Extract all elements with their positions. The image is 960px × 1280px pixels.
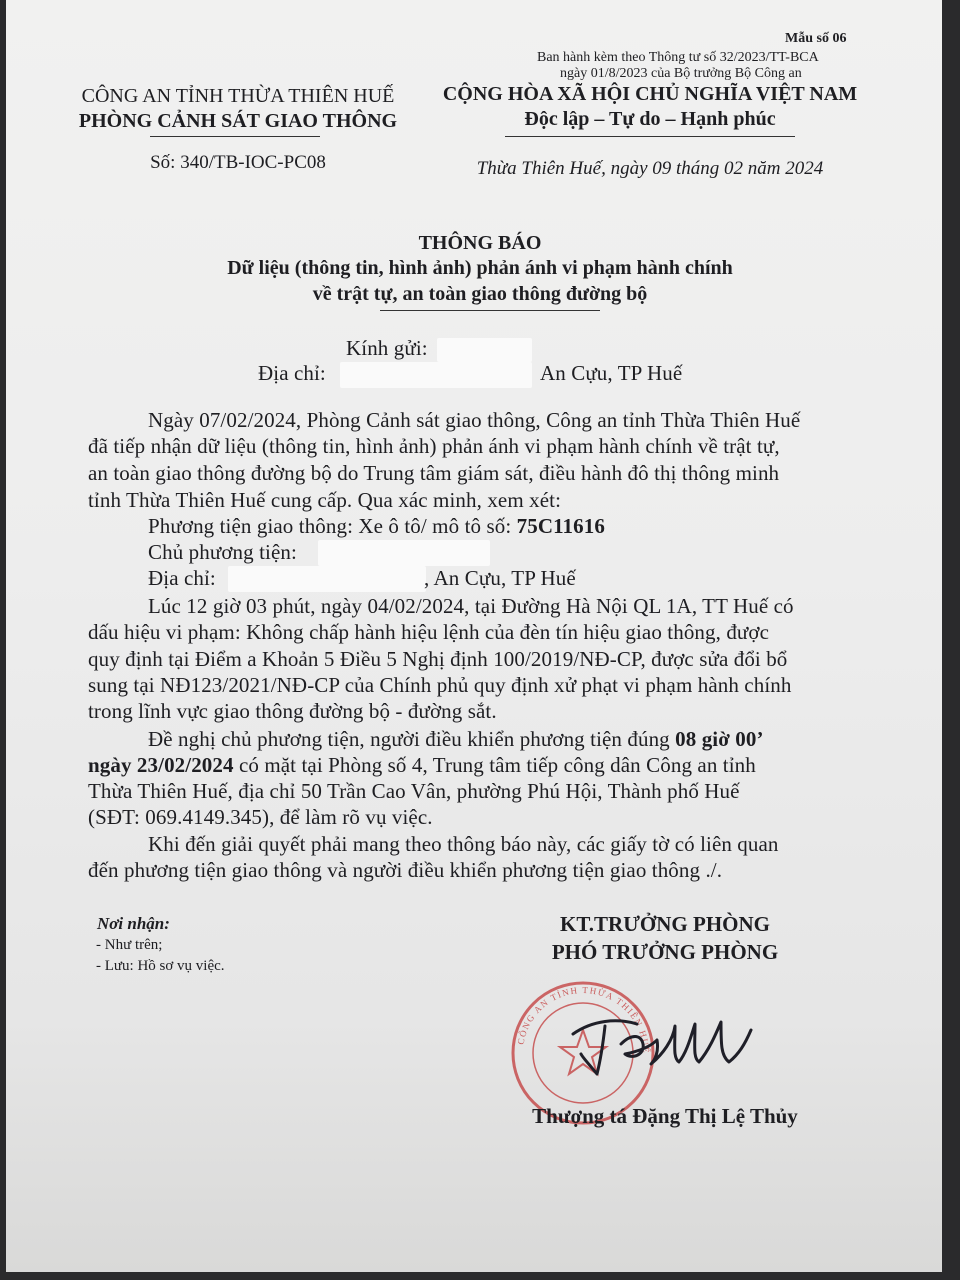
paragraph-1-line-1: Ngày 07/02/2024, Phòng Cảnh sát giao thông, Công an tỉnh Thừa Thiên Huế — [148, 408, 801, 432]
sign-title-1: KT.TRƯỞNG PHÒNG — [560, 912, 770, 936]
department-underline — [150, 136, 320, 137]
form-issued-line1: Ban hành kèm theo Thông tư số 32/2023/TT-BCA — [537, 50, 819, 65]
receiver-item-2: - Lưu: Hồ sơ vụ việc. — [96, 958, 225, 974]
paragraph-2-line-5: trong lĩnh vực giao thông đường bộ - đường sắt. — [88, 699, 497, 723]
paragraph-3-line-2 — [88, 753, 756, 778]
title-underline — [380, 310, 600, 311]
receiver-item-1: - Như trên; — [96, 937, 163, 953]
place-and-date: Thừa Thiên Huế, ngày 09 tháng 02 năm 2024 — [476, 158, 824, 179]
form-issued-line2: ngày 01/8/2023 của Bộ trưởng Bộ Công an — [560, 66, 802, 81]
redacted-recipient-address — [340, 362, 532, 388]
sign-title-2: PHÓ TRƯỞNG PHÒNG — [551, 940, 779, 964]
vehicle-line — [148, 514, 605, 539]
svg-text:CÔNG AN TỈNH THỪA THIÊN HUẾ: CÔNG AN TỈNH THỪA THIÊN HUẾ — [515, 984, 652, 1055]
paragraph-3-line-2-text: có mặt tại Phòng số 4, Trung tâm tiếp công dân Công an tỉnh — [233, 753, 756, 777]
receivers-label: Nơi nhận: — [97, 914, 170, 933]
paragraph-3-line-1-text: Đề nghị chủ phương tiện, người điều khiển phương tiện đúng — [148, 727, 676, 751]
paragraph-3-line-1 — [148, 727, 764, 752]
paragraph-3-line-3: Thừa Thiên Huế, địa chỉ 50 Trần Cao Vân, phường Phú Hội, Thành phố Huế — [88, 779, 740, 803]
paragraph-4-line-1: Khi đến giải quyết phải mang theo thông báo này, các giấy tờ có liên quan — [148, 832, 779, 856]
owner-address-suffix: , An Cựu, TP Huế — [424, 566, 576, 590]
recipient-address-label: Địa chỉ: — [258, 361, 326, 385]
paragraph-1-line-3: an toàn giao thông đường bộ do Trung tâm giám sát, điều hành đô thị thông minh — [88, 461, 780, 485]
redacted-owner-address — [228, 566, 426, 592]
national-motto: Độc lập – Tự do – Hạnh phúc — [524, 108, 776, 130]
paragraph-2-line-1: Lúc 12 giờ 03 phút, ngày 04/02/2024, tại Đường Hà Nội QL 1A, TT Huế có — [148, 594, 794, 618]
notice-subtitle-line2: về trật tự, an toàn giao thông đường bộ — [312, 283, 648, 305]
document-number: Số: 340/TB-IOC-PC08 — [150, 152, 326, 173]
owner-label: Chủ phương tiện: — [148, 540, 297, 564]
appointment-date: ngày 23/02/2024 — [88, 753, 234, 777]
paragraph-2-line-2: dấu hiệu vi phạm: Không chấp hành hiệu lệnh của đèn tín hiệu giao thông, được — [88, 620, 770, 644]
department-name: PHÒNG CẢNH SÁT GIAO THÔNG — [78, 110, 398, 132]
recipient-address-suffix: An Cựu, TP Huế — [540, 361, 683, 385]
vehicle-plate: 75C11616 — [516, 514, 605, 538]
redacted-recipient — [437, 338, 532, 362]
country-name: CỘNG HÒA XÃ HỘI CHỦ NGHĨA VIỆT NAM — [442, 83, 858, 105]
signer-name: Thượng tá Đặng Thị Lệ Thủy — [532, 1104, 798, 1128]
owner-address-label: Địa chỉ: — [148, 566, 216, 590]
paragraph-3-line-4: (SĐT: 069.4149.345), để làm rõ vụ việc. — [88, 805, 433, 829]
notice-heading: THÔNG BÁO — [418, 232, 542, 254]
appointment-time: 08 giờ 00’ — [675, 727, 764, 751]
agency-name: CÔNG AN TỈNH THỪA THIÊN HUẾ — [81, 85, 395, 107]
vehicle-label: Phương tiện giao thông: Xe ô tô/ mô tô số: — [148, 514, 517, 538]
paragraph-1-line-2: đã tiếp nhận dữ liệu (thông tin, hình ảnh) phản ánh vi phạm hành chính về trật tự, — [88, 434, 780, 458]
notice-subtitle-line1: Dữ liệu (thông tin, hình ảnh) phản ánh vi phạm hành chính — [227, 257, 733, 279]
redacted-owner-name — [318, 540, 490, 566]
motto-underline — [505, 136, 795, 137]
paragraph-1-line-4: tỉnh Thừa Thiên Huế cung cấp. Qua xác minh, xem xét: — [88, 488, 562, 512]
paragraph-2-line-4: sung tại NĐ123/2021/NĐ-CP của Chính phủ quy định xử phạt vi phạm hành chính — [88, 673, 792, 697]
kinh-gui-label: Kính gửi: — [346, 336, 428, 360]
paragraph-2-line-3: quy định tại Điểm a Khoản 5 Điều 5 Nghị định 100/2019/NĐ-CP, được sửa đổi bổ — [88, 647, 788, 671]
form-number: Mẫu số 06 — [785, 31, 847, 46]
handwritten-signature — [545, 1000, 785, 1080]
paragraph-4-line-2: đến phương tiện giao thông và người điều khiển phương tiện giao thông ./. — [88, 858, 723, 882]
